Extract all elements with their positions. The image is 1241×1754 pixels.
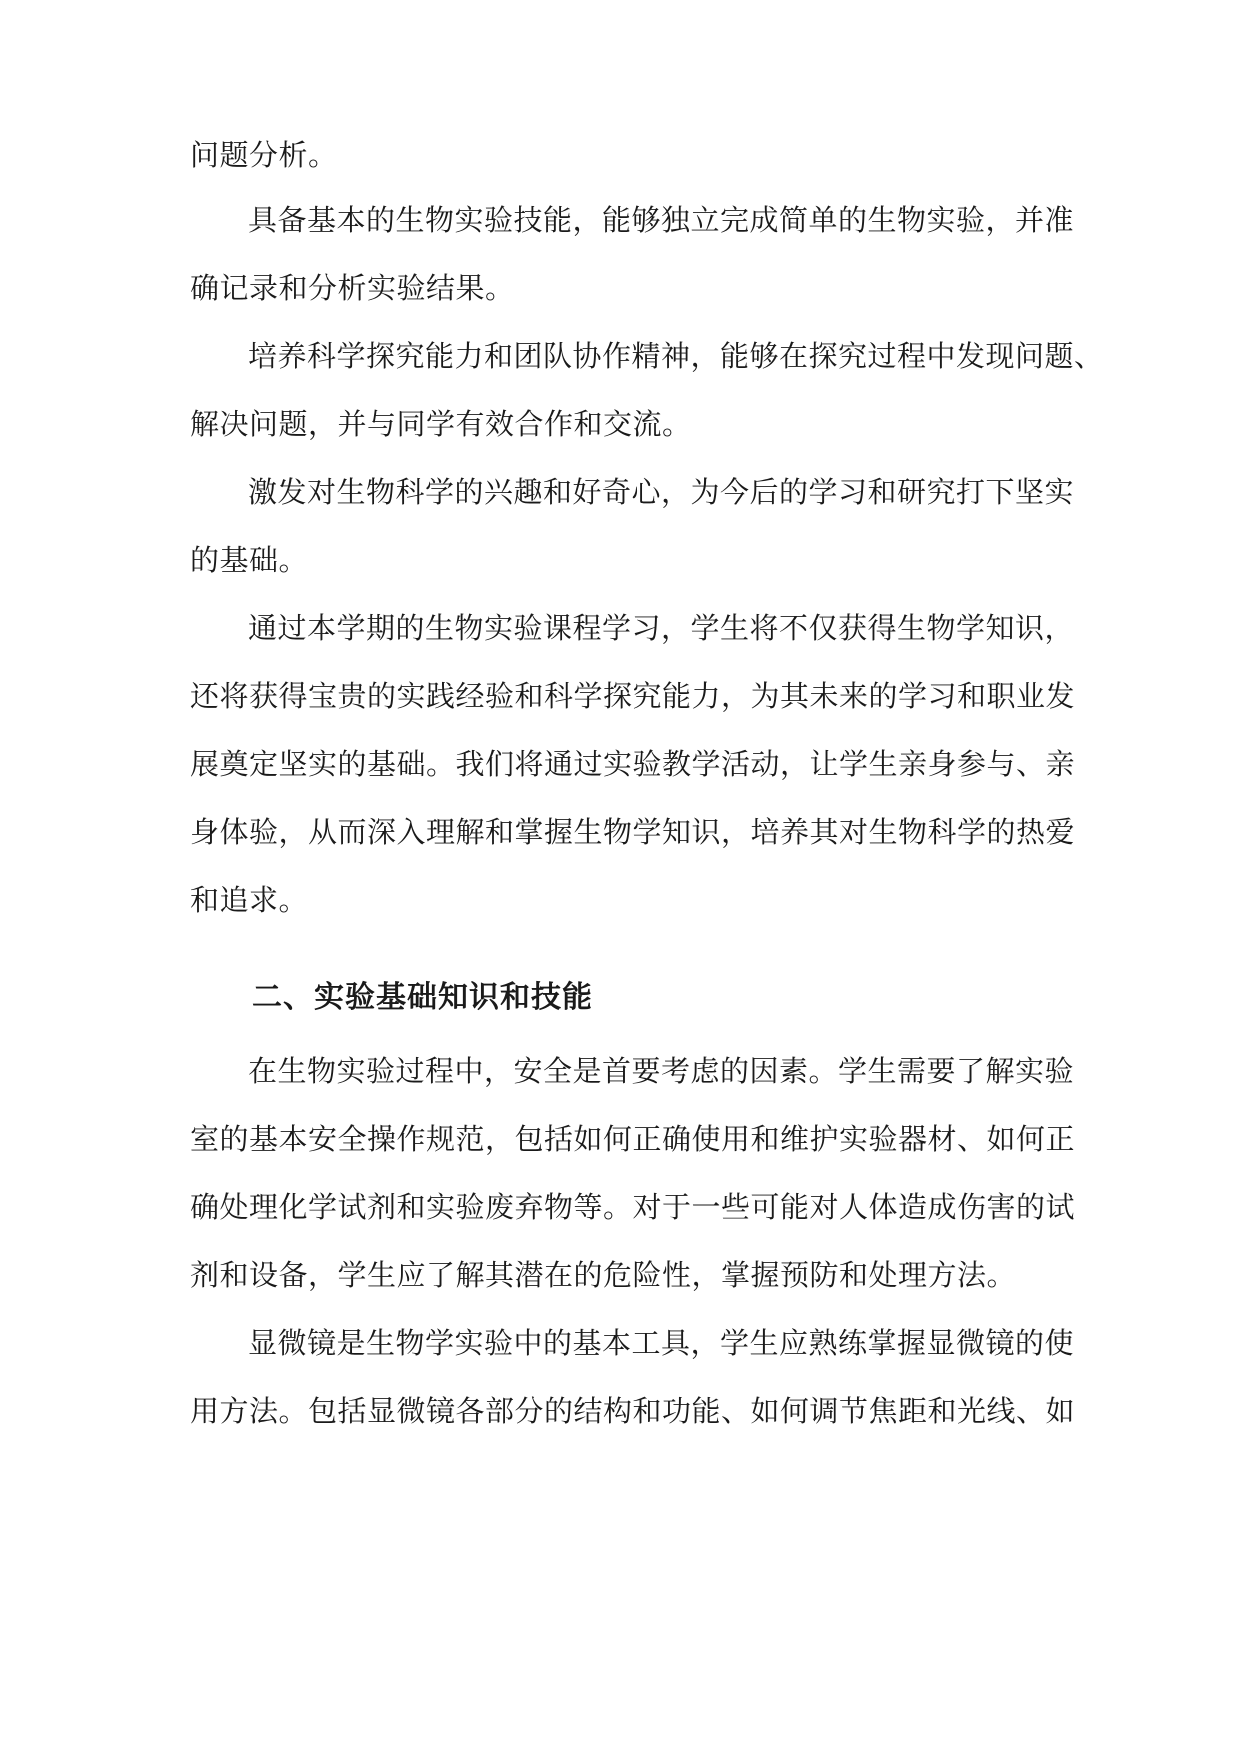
paragraph-line: 具备基本的生物实验技能，能够独立完成简单的生物实验，并准: [248, 203, 1075, 237]
paragraph-line: 的基础。: [190, 543, 309, 577]
paragraph-line: 在生物实验过程中，安全是首要考虑的因素。学生需要了解实验: [248, 1054, 1075, 1088]
paragraph-line: 和追求。: [190, 883, 309, 917]
paragraph-line: 展奠定坚实的基础。我们将通过实验教学活动，让学生亲身参与、亲: [190, 747, 1076, 781]
paragraph-line: 激发对生物科学的兴趣和好奇心，为今后的学习和研究打下坚实: [248, 475, 1075, 509]
paragraph-line: 身体验，从而深入理解和掌握生物学知识，培养其对生物科学的热爱: [190, 815, 1076, 849]
paragraph-line: 用方法。包括显微镜各部分的结构和功能、如何调节焦距和光线、如: [190, 1394, 1076, 1428]
section-heading: 二、实验基础知识和技能: [252, 980, 593, 1015]
paragraph-line: 解决问题，并与同学有效合作和交流。: [190, 407, 692, 441]
paragraph-line: 通过本学期的生物实验课程学习，学生将不仅获得生物学知识，: [248, 611, 1075, 645]
paragraph-line: 剂和设备，学生应了解其潜在的危险性，掌握预防和处理方法。: [190, 1258, 1017, 1292]
paragraph-line: 显微镜是生物学实验中的基本工具，学生应熟练掌握显微镜的使: [248, 1326, 1075, 1360]
paragraph-line: 确处理化学试剂和实验废弃物等。对于一些可能对人体造成伤害的试: [190, 1190, 1076, 1224]
paragraph-line: 确记录和分析实验结果。: [190, 271, 515, 305]
paragraph-line: 室的基本安全操作规范，包括如何正确使用和维护实验器材、如何正: [190, 1122, 1076, 1156]
paragraph-line: 培养科学探究能力和团队协作精神，能够在探究过程中发现问题、: [248, 339, 1104, 373]
paragraph-line: 问题分析。: [190, 138, 338, 172]
paragraph-line: 还将获得宝贵的实践经验和科学探究能力，为其未来的学习和职业发: [190, 679, 1076, 713]
